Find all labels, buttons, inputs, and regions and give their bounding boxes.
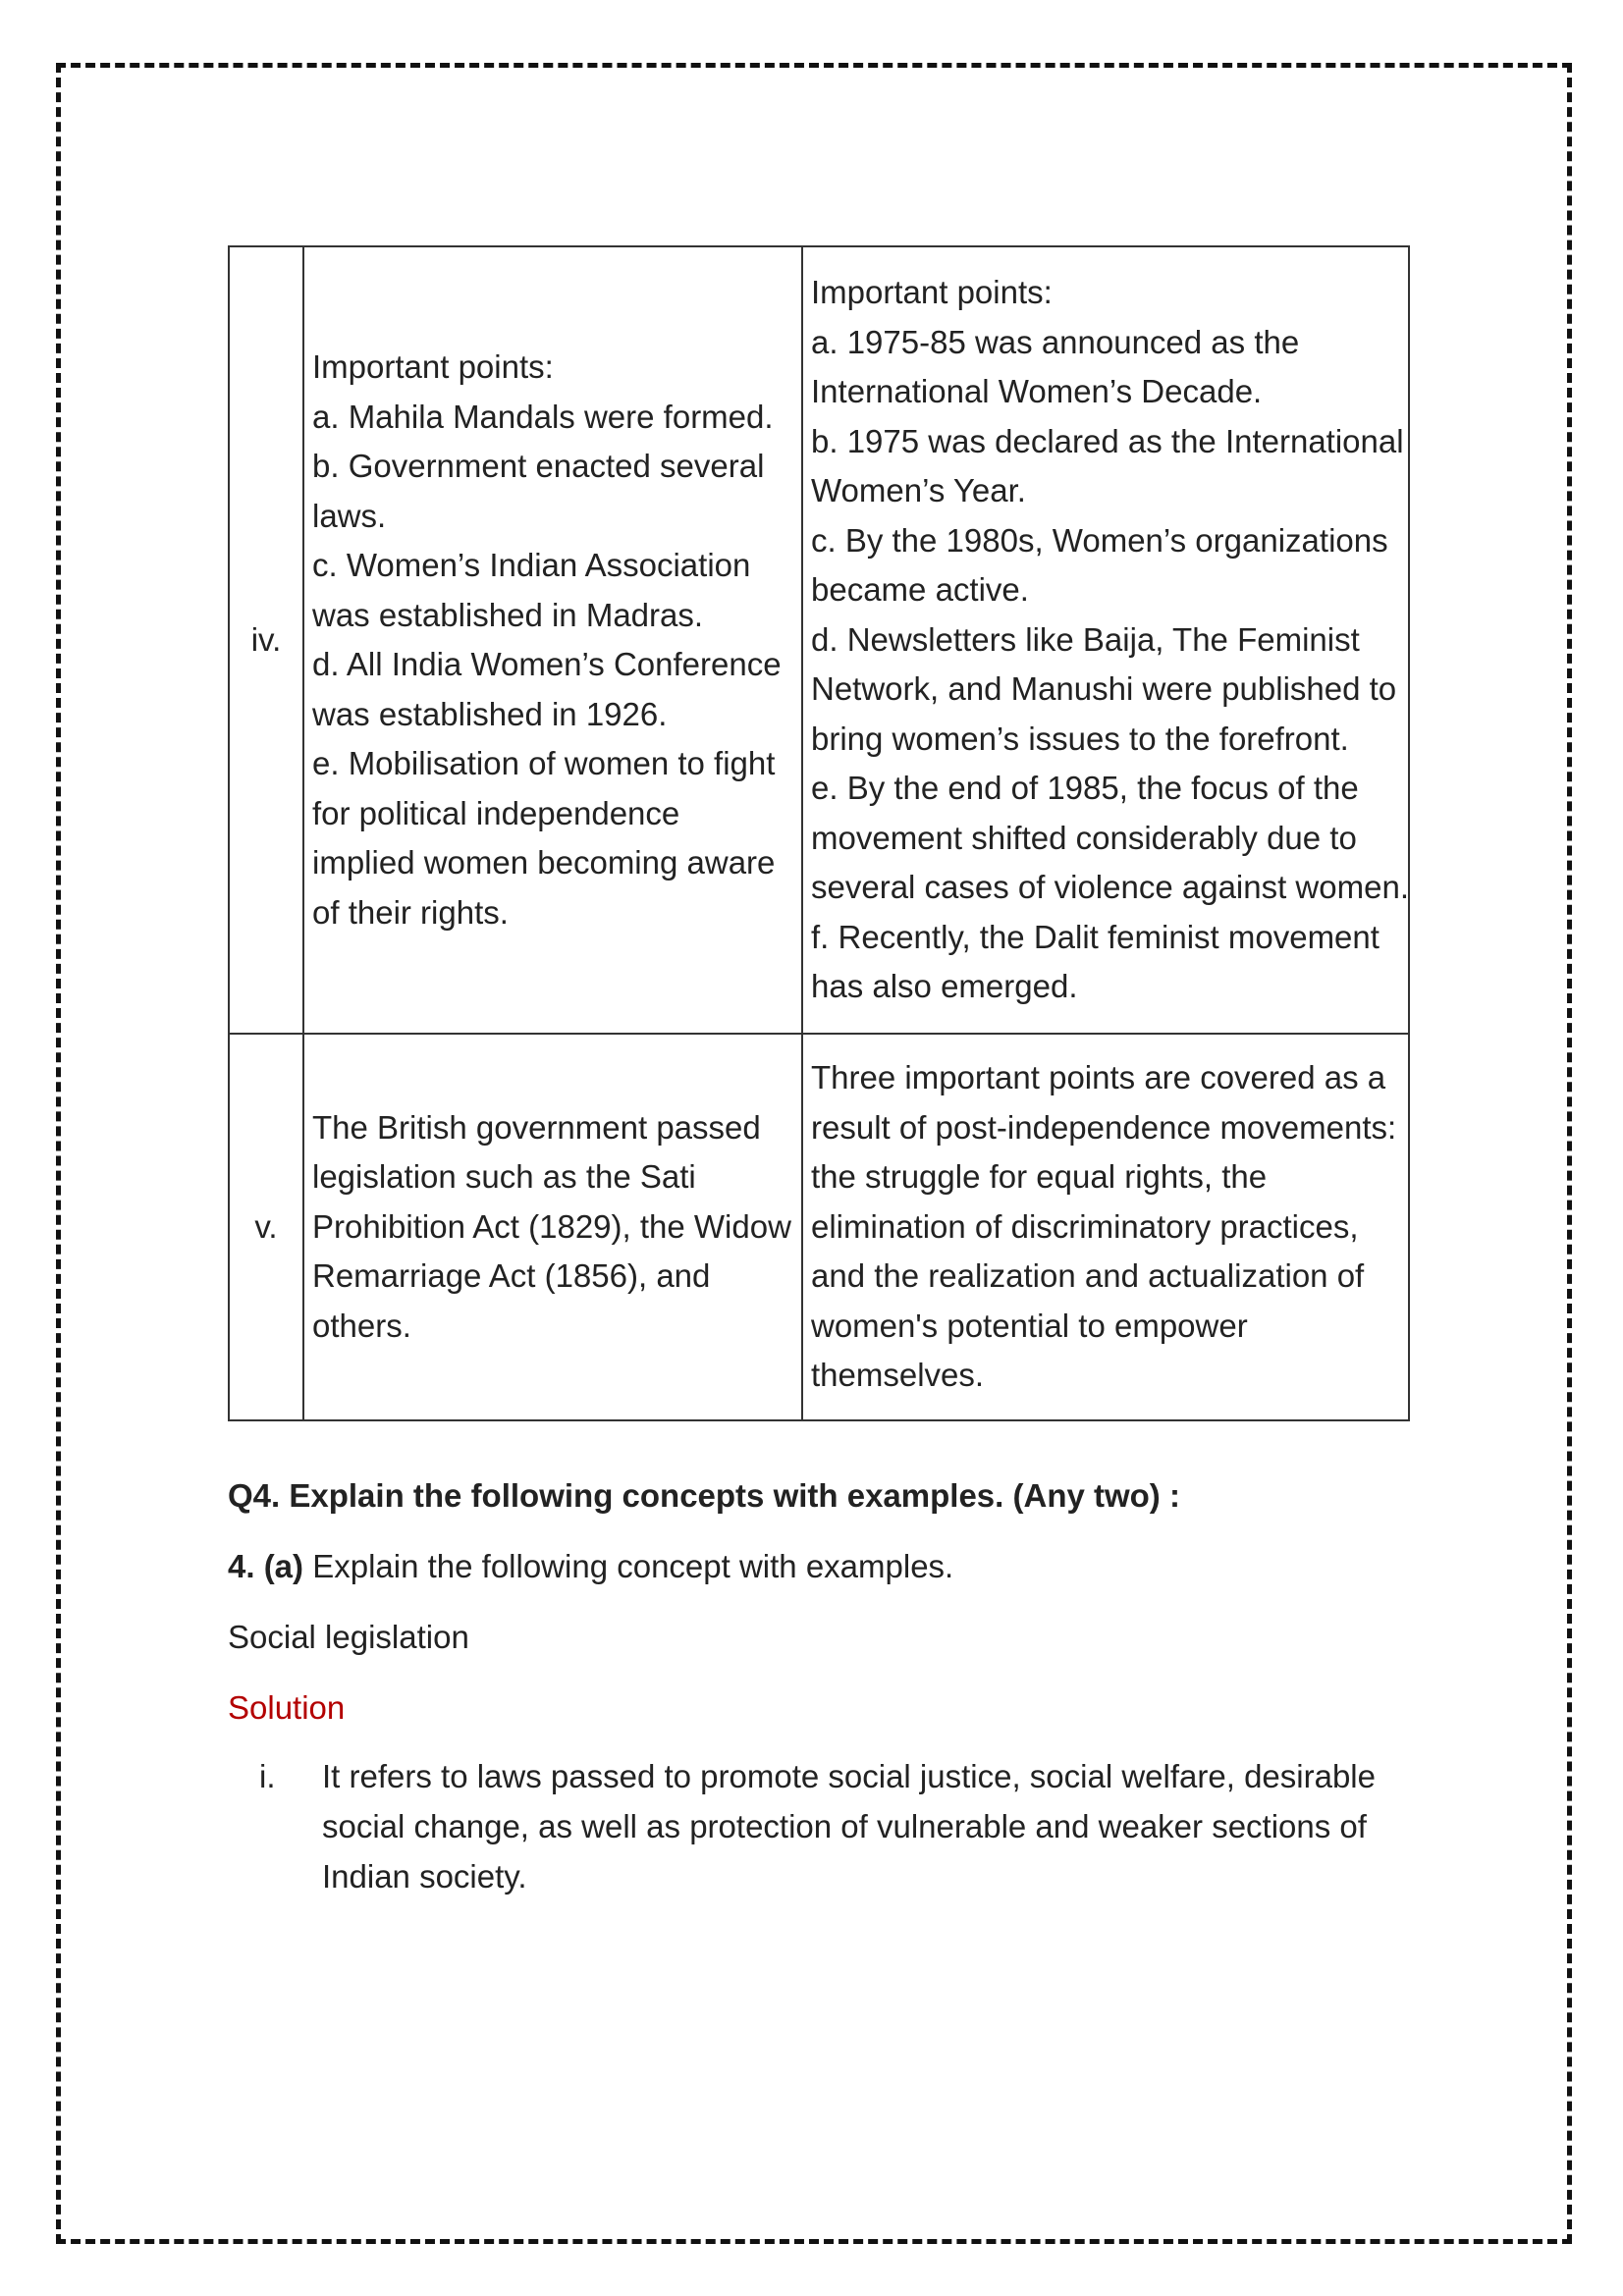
sub-question-text: Explain the following concept with examples. — [303, 1548, 954, 1584]
cell-line: the struggle for equal rights, the — [811, 1158, 1268, 1196]
pre-independence-cell — [303, 246, 802, 1034]
cell-line: a. Mahila Mandals were formed. — [312, 398, 774, 435]
cell-line: became active. — [811, 571, 1029, 609]
cell-line: elimination of discriminatory practices, — [811, 1207, 1359, 1245]
cell-line: d. All India Women’s Conference — [312, 646, 782, 682]
cell-line: movement shifted considerably due to — [811, 819, 1357, 856]
cell-line: e. By the end of 1985, the focus of the — [811, 770, 1359, 807]
cell-line: result of post-independence movements: — [811, 1108, 1397, 1146]
cell-line: and the realization and actualization of — [811, 1257, 1365, 1295]
cell-line: Network, and Manushi were published to — [811, 670, 1397, 708]
cell-line: was established in Madras. — [312, 596, 704, 633]
cell-line: Women’s Year. — [811, 472, 1026, 509]
list-marker: i. — [259, 1758, 276, 1794]
cell-line: The British government passed — [312, 1108, 761, 1146]
post-independence-cell — [802, 1034, 1409, 1420]
cell-line: implied women becoming aware — [312, 844, 776, 881]
cell-line: several cases of violence against women. — [811, 869, 1409, 906]
document-content — [228, 245, 1409, 1901]
cell-line: women's potential to empower — [811, 1307, 1248, 1344]
cell-line: has also emerged. — [811, 968, 1078, 1005]
solution-line: Indian society. — [322, 1858, 527, 1895]
concept-topic: Social legislation — [228, 1619, 469, 1655]
table-row — [229, 246, 1409, 1034]
cell-line: b. Government enacted several — [312, 448, 765, 484]
table-row — [229, 1034, 1409, 1420]
cell-line: d. Newsletters like Baija, The Feminist — [811, 620, 1360, 658]
sub-question-label: 4. (a) — [228, 1548, 304, 1584]
solution-list-item — [228, 1751, 1375, 1901]
solution-text — [322, 1751, 1376, 1901]
cell-line: Three important points are covered as a — [811, 1059, 1386, 1096]
row-number: v. — [229, 1034, 303, 1420]
cell-line: for political independence — [312, 794, 680, 831]
cell-line: f. Recently, the Dalit feminist movement — [811, 918, 1380, 955]
cell-line: of their rights. — [312, 893, 509, 931]
cell-line: was established in 1926. — [312, 695, 668, 732]
cell-line: c. Women’s Indian Association — [312, 547, 751, 583]
cell-line: bring women’s issues to the forefront. — [811, 720, 1349, 757]
post-independence-cell — [802, 246, 1409, 1034]
pre-independence-cell — [303, 1034, 802, 1420]
cell-line: laws. — [312, 497, 387, 534]
cell-line: legislation such as the Sati — [312, 1158, 696, 1196]
cell-line: Remarriage Act (1856), and — [312, 1257, 711, 1295]
question-heading: Q4. Explain the following concepts with examples. (Any two) : — [228, 1477, 1180, 1514]
cell-line: c. By the 1980s, Women’s organizations — [811, 521, 1388, 559]
cell-line: Prohibition Act (1829), the Widow — [312, 1207, 791, 1245]
row-number: iv. — [229, 246, 303, 1034]
cell-line: b. 1975 was declared as the International — [811, 422, 1404, 459]
cell-line: a. 1975-85 was announced as the — [811, 323, 1300, 360]
cell-line: themselves. — [811, 1357, 985, 1394]
cell-line: others. — [312, 1307, 411, 1344]
sub-question — [228, 1545, 1375, 1588]
solution-line: social change, as well as protection of vulnerable and weaker sections of — [322, 1808, 1367, 1844]
comparison-table — [228, 245, 1410, 1421]
cell-line: Important points: — [811, 274, 1053, 311]
cell-line: Important points: — [312, 348, 554, 385]
solution-line: It refers to laws passed to promote social justice, social welfare, desirable — [322, 1758, 1376, 1794]
solution-label: Solution — [228, 1689, 346, 1726]
cell-line: International Women’s Decade. — [811, 373, 1263, 410]
cell-line: e. Mobilisation of women to fight — [312, 745, 776, 781]
